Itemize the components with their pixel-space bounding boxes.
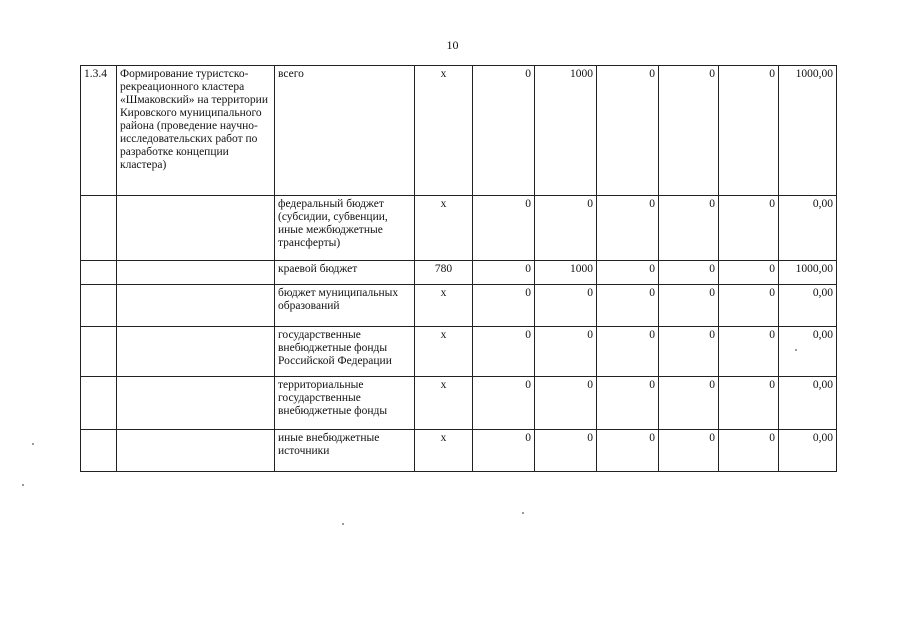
row-total: 0,00 xyxy=(779,430,837,472)
table-row xyxy=(81,377,837,430)
budget-code: х xyxy=(415,196,473,261)
year-value: 0 xyxy=(473,196,535,261)
row-total: 1000,00 xyxy=(779,261,837,285)
scan-speck xyxy=(342,523,344,525)
funding-table xyxy=(80,65,837,472)
row-total: 0,00 xyxy=(779,285,837,327)
row-total: 0,00 xyxy=(779,377,837,430)
year-value: 0 xyxy=(473,285,535,327)
year-value: 0 xyxy=(535,430,597,472)
scan-speck xyxy=(22,484,24,486)
empty-cell xyxy=(81,430,117,472)
year-value: 0 xyxy=(535,377,597,430)
year-value: 0 xyxy=(473,66,535,196)
table-row xyxy=(81,327,837,377)
funding-source: федеральный бюджет (субсидии, субвенции, иные межбюджетные трансферты) xyxy=(275,196,415,261)
empty-cell xyxy=(117,261,275,285)
empty-cell xyxy=(117,327,275,377)
year-value: 0 xyxy=(597,327,659,377)
year-value: 0 xyxy=(473,430,535,472)
funding-source: территориальные государственные внебюджетные фонды xyxy=(275,377,415,430)
empty-cell xyxy=(117,377,275,430)
table-row xyxy=(81,430,837,472)
year-value: 0 xyxy=(659,261,719,285)
year-value: 0 xyxy=(719,285,779,327)
funding-source: бюджет муниципальных образований xyxy=(275,285,415,327)
year-value: 1000 xyxy=(535,66,597,196)
year-value: 0 xyxy=(597,196,659,261)
year-value: 0 xyxy=(535,285,597,327)
funding-source: всего xyxy=(275,66,415,196)
funding-source: краевой бюджет xyxy=(275,261,415,285)
budget-code: х xyxy=(415,377,473,430)
year-value: 0 xyxy=(597,430,659,472)
row-total: 1000,00 xyxy=(779,66,837,196)
year-value: 0 xyxy=(659,66,719,196)
year-value: 0 xyxy=(597,377,659,430)
scan-speck xyxy=(795,349,797,351)
year-value: 0 xyxy=(719,430,779,472)
budget-code: х xyxy=(415,430,473,472)
year-value: 0 xyxy=(535,327,597,377)
year-value: 0 xyxy=(473,377,535,430)
year-value: 0 xyxy=(597,261,659,285)
empty-cell xyxy=(81,285,117,327)
empty-cell xyxy=(117,196,275,261)
year-value: 0 xyxy=(719,327,779,377)
budget-code: х xyxy=(415,285,473,327)
year-value: 0 xyxy=(719,261,779,285)
item-number: 1.3.4 xyxy=(81,66,117,196)
funding-source: иные внебюджетные источники xyxy=(275,430,415,472)
year-value: 1000 xyxy=(535,261,597,285)
empty-cell xyxy=(81,327,117,377)
year-value: 0 xyxy=(473,261,535,285)
empty-cell xyxy=(81,196,117,261)
page-number: 10 xyxy=(446,38,459,52)
year-value: 0 xyxy=(659,285,719,327)
row-total: 0,00 xyxy=(779,327,837,377)
funding-source: государственные внебюджетные фонды Российской Федерации xyxy=(275,327,415,377)
empty-cell xyxy=(81,377,117,430)
year-value: 0 xyxy=(719,66,779,196)
table-row xyxy=(81,66,837,196)
budget-code: 780 xyxy=(415,261,473,285)
year-value: 0 xyxy=(659,196,719,261)
year-value: 0 xyxy=(473,327,535,377)
empty-cell xyxy=(117,285,275,327)
scan-speck xyxy=(522,512,524,514)
empty-cell xyxy=(117,430,275,472)
budget-code: х xyxy=(415,66,473,196)
year-value: 0 xyxy=(659,377,719,430)
budget-code: х xyxy=(415,327,473,377)
table-row xyxy=(81,285,837,327)
year-value: 0 xyxy=(597,285,659,327)
table-row xyxy=(81,261,837,285)
year-value: 0 xyxy=(535,196,597,261)
table-row xyxy=(81,196,837,261)
measure-title: Формирование туристско-рекреационного кластера «Шмаковский» на территории Кировского муниципального района (проведение научно-исследовательских работ по разработке концепции кластера) xyxy=(117,66,275,196)
year-value: 0 xyxy=(659,430,719,472)
year-value: 0 xyxy=(597,66,659,196)
year-value: 0 xyxy=(719,377,779,430)
year-value: 0 xyxy=(719,196,779,261)
year-value: 0 xyxy=(659,327,719,377)
empty-cell xyxy=(81,261,117,285)
scan-speck xyxy=(32,443,34,445)
row-total: 0,00 xyxy=(779,196,837,261)
